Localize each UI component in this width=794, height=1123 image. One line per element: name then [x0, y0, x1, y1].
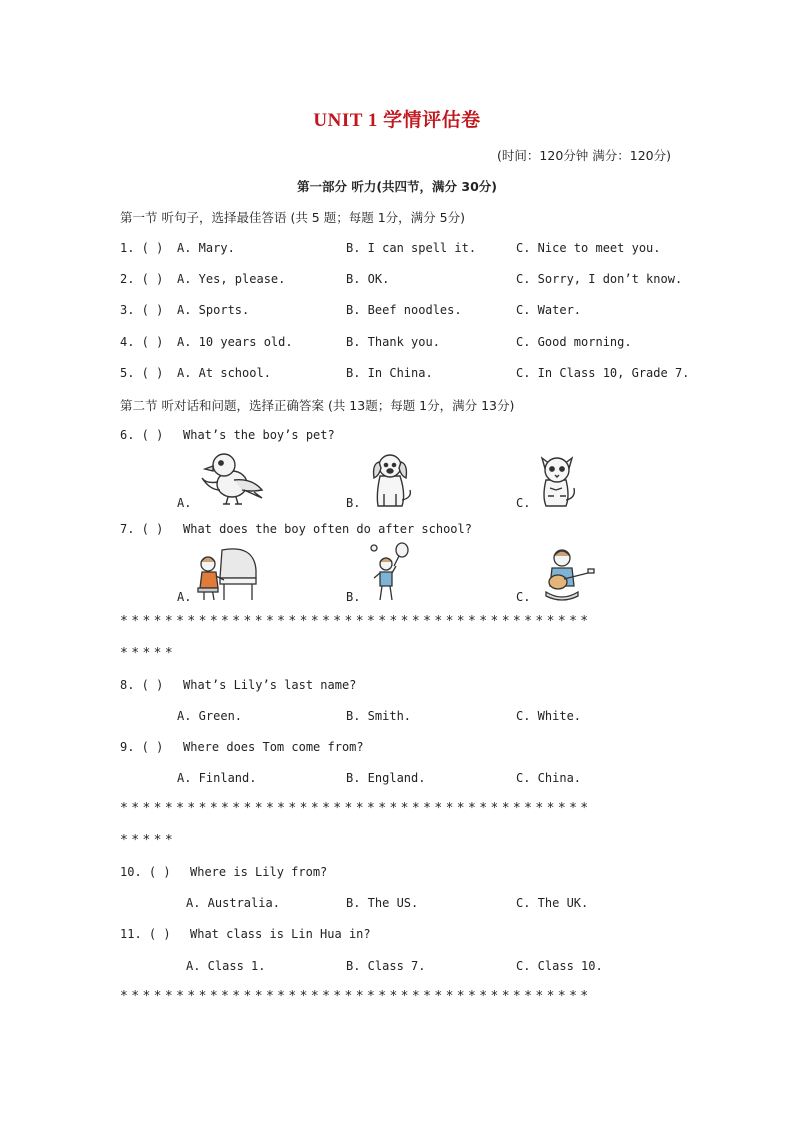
q3-option-a: A. Sports.	[177, 303, 250, 317]
tennis-boy-icon	[370, 542, 410, 604]
cat-icon	[536, 450, 578, 510]
piano-boy-icon	[196, 544, 260, 602]
q11-number[interactable]: 11. ( )	[120, 927, 171, 941]
q8-option-b: B. Smith.	[346, 709, 412, 723]
q5-option-b: B. In China.	[346, 366, 433, 380]
q2-number[interactable]: 2. ( )	[120, 272, 164, 286]
time-info: (时间：120分钟 满分：120分)	[497, 148, 671, 163]
separator-stars-1: ******************************************	[120, 614, 592, 629]
q10-option-a: A. Australia.	[186, 896, 280, 910]
q1-option-c: C. Nice to meet you.	[516, 241, 661, 255]
page-title: UNIT 1 学情评估卷	[313, 110, 481, 131]
q10-option-b: B. The US.	[346, 896, 419, 910]
q10-number[interactable]: 10. ( )	[120, 865, 171, 879]
q2-option-a: A. Yes, please.	[177, 272, 286, 286]
q7-number[interactable]: 7. ( )	[120, 522, 164, 536]
q5-option-c: C. In Class 10, Grade 7.	[516, 366, 690, 380]
q4-option-c: C. Good morning.	[516, 335, 632, 349]
section2-heading: 第二节 听对话和问题，选择正确答案 (共 13题；每题 1分，满分 13分)	[120, 398, 515, 413]
q10-text: Where is Lily from?	[190, 865, 328, 879]
bird-icon	[196, 450, 268, 508]
separator-stars-1b: *****	[120, 646, 177, 661]
q2-option-b: B. OK.	[346, 272, 390, 286]
section1-heading: 第一节 听句子，选择最佳答语 (共 5 题；每题 1分，满分 5分)	[120, 210, 465, 225]
separator-stars-2: ******************************************	[120, 801, 592, 816]
q7-option-b: B.	[346, 590, 361, 604]
q7-option-a: A.	[177, 590, 192, 604]
dog-icon	[366, 450, 416, 510]
q1-number[interactable]: 1. ( )	[120, 241, 164, 255]
separator-stars-2b: *****	[120, 833, 177, 848]
q1-option-a: A. Mary.	[177, 241, 235, 255]
q9-option-b: B. England.	[346, 771, 426, 785]
q9-text: Where does Tom come from?	[183, 740, 364, 754]
q4-option-b: B. Thank you.	[346, 335, 440, 349]
separator-stars-3: ******************************************	[120, 989, 592, 1004]
q9-option-c: C. China.	[516, 771, 582, 785]
q2-option-c: C. Sorry, I don’t know.	[516, 272, 683, 286]
q4-number[interactable]: 4. ( )	[120, 335, 164, 349]
q6-option-b: B.	[346, 496, 361, 510]
q10-option-c: C. The UK.	[516, 896, 589, 910]
q8-option-c: C. White.	[516, 709, 582, 723]
q9-option-a: A. Finland.	[177, 771, 257, 785]
q5-option-a: A. At school.	[177, 366, 271, 380]
guitar-boy-icon	[538, 546, 596, 602]
q11-text: What class is Lin Hua in?	[190, 927, 371, 941]
q6-option-a: A.	[177, 496, 192, 510]
q11-option-a: A. Class 1.	[186, 959, 266, 973]
q9-number[interactable]: 9. ( )	[120, 740, 164, 754]
q3-option-b: B. Beef noodles.	[346, 303, 462, 317]
q8-number[interactable]: 8. ( )	[120, 678, 164, 692]
q11-option-b: B. Class 7.	[346, 959, 426, 973]
q6-option-c: C.	[516, 496, 531, 510]
q1-option-b: B. I can spell it.	[346, 241, 477, 255]
q3-number[interactable]: 3. ( )	[120, 303, 164, 317]
q4-option-a: A. 10 years old.	[177, 335, 293, 349]
q8-option-a: A. Green.	[177, 709, 243, 723]
q6-number[interactable]: 6. ( )	[120, 428, 164, 442]
q8-text: What’s Lily’s last name?	[183, 678, 357, 692]
q11-option-c: C. Class 10.	[516, 959, 603, 973]
q7-text: What does the boy often do after school?	[183, 522, 472, 536]
q3-option-c: C. Water.	[516, 303, 582, 317]
part1-heading: 第一部分 听力(共四节，满分 30分)	[296, 179, 498, 194]
q5-number[interactable]: 5. ( )	[120, 366, 164, 380]
q7-option-c: C.	[516, 590, 531, 604]
q6-text: What’s the boy’s pet?	[183, 428, 335, 442]
